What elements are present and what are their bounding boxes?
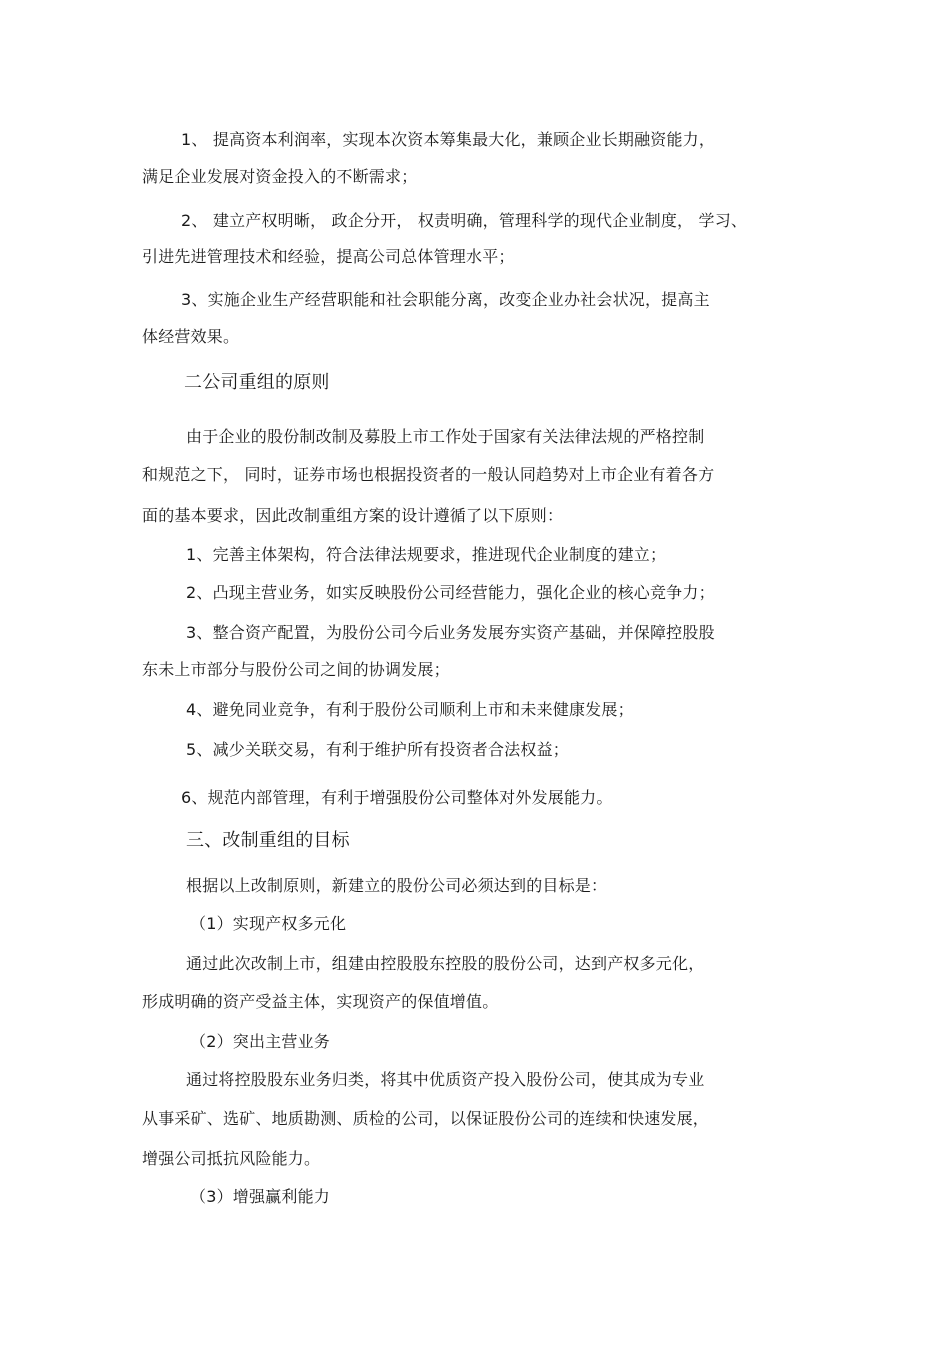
subheading: （2）突出主营业务 xyxy=(190,1032,330,1051)
text-line: 引进先进管理技术和经验，提高公司总体管理水平； xyxy=(142,247,515,266)
text-line: 3、整合资产配置，为股份公司今后业务发展夯实资产基础，并保障控股股 xyxy=(186,623,715,642)
text-line: 4、避免同业竞争，有利于股份公司顺利上市和未来健康发展； xyxy=(186,700,634,719)
text-line: 6、规范内部管理，有利于增强股份公司整体对外发展能力。 xyxy=(181,788,613,807)
subheading: （3）增强赢利能力 xyxy=(190,1187,330,1206)
text-line: 形成明确的资产受益主体，实现资产的保值增值。 xyxy=(142,992,499,1011)
text-line: 东未上市部分与股份公司之间的协调发展； xyxy=(142,660,450,679)
text-line: 体经营效果。 xyxy=(142,327,240,346)
text-line: 和规范之下， 同时，证券市场也根据投资者的一般认同趋势对上市企业有着各方 xyxy=(142,465,715,484)
section-heading: 三、改制重组的目标 xyxy=(186,830,350,851)
text-line: 增强公司抵抗风险能力。 xyxy=(142,1149,321,1168)
text-line: 1、完善主体架构，符合法律法规要求，推进现代企业制度的建立； xyxy=(186,545,667,564)
text-line: 由于企业的股份制改制及募股上市工作处于国家有关法律法规的严格控制 xyxy=(186,427,705,446)
subheading: （1）实现产权多元化 xyxy=(190,914,347,933)
text-line: 面的基本要求，因此改制重组方案的设计遵循了以下原则： xyxy=(142,506,564,525)
text-line: 通过此次改制上市，组建由控股股东控股的股份公司，达到产权多元化， xyxy=(186,954,705,973)
text-line: 满足企业发展对资金投入的不断需求； xyxy=(142,167,418,186)
text-line: 通过将控股股东业务归类，将其中优质资产投入股份公司，使其成为专业 xyxy=(186,1070,705,1089)
text-line: 根据以上改制原则，新建立的股份公司必须达到的目标是： xyxy=(186,876,608,895)
text-line: 5、减少关联交易，有利于维护所有投资者合法权益； xyxy=(186,740,569,759)
text-line: 从事采矿、选矿、地质勘测、质检的公司，以保证股份公司的连续和快速发展， xyxy=(142,1109,710,1128)
section-heading: 二公司重组的原则 xyxy=(184,372,330,393)
text-line: 1、 提高资本利润率，实现本次资本筹集最大化，兼顾企业长期融资能力， xyxy=(181,130,716,149)
text-line: 3、实施企业生产经营职能和社会职能分离，改变企业办社会状况，提高主 xyxy=(181,290,710,309)
text-line: 2、 建立产权明晰， 政企分开， 权责明确，管理科学的现代企业制度， 学习、 xyxy=(181,211,748,230)
text-line: 2、凸现主营业务，如实反映股份公司经营能力，强化企业的核心竞争力； xyxy=(186,583,715,602)
